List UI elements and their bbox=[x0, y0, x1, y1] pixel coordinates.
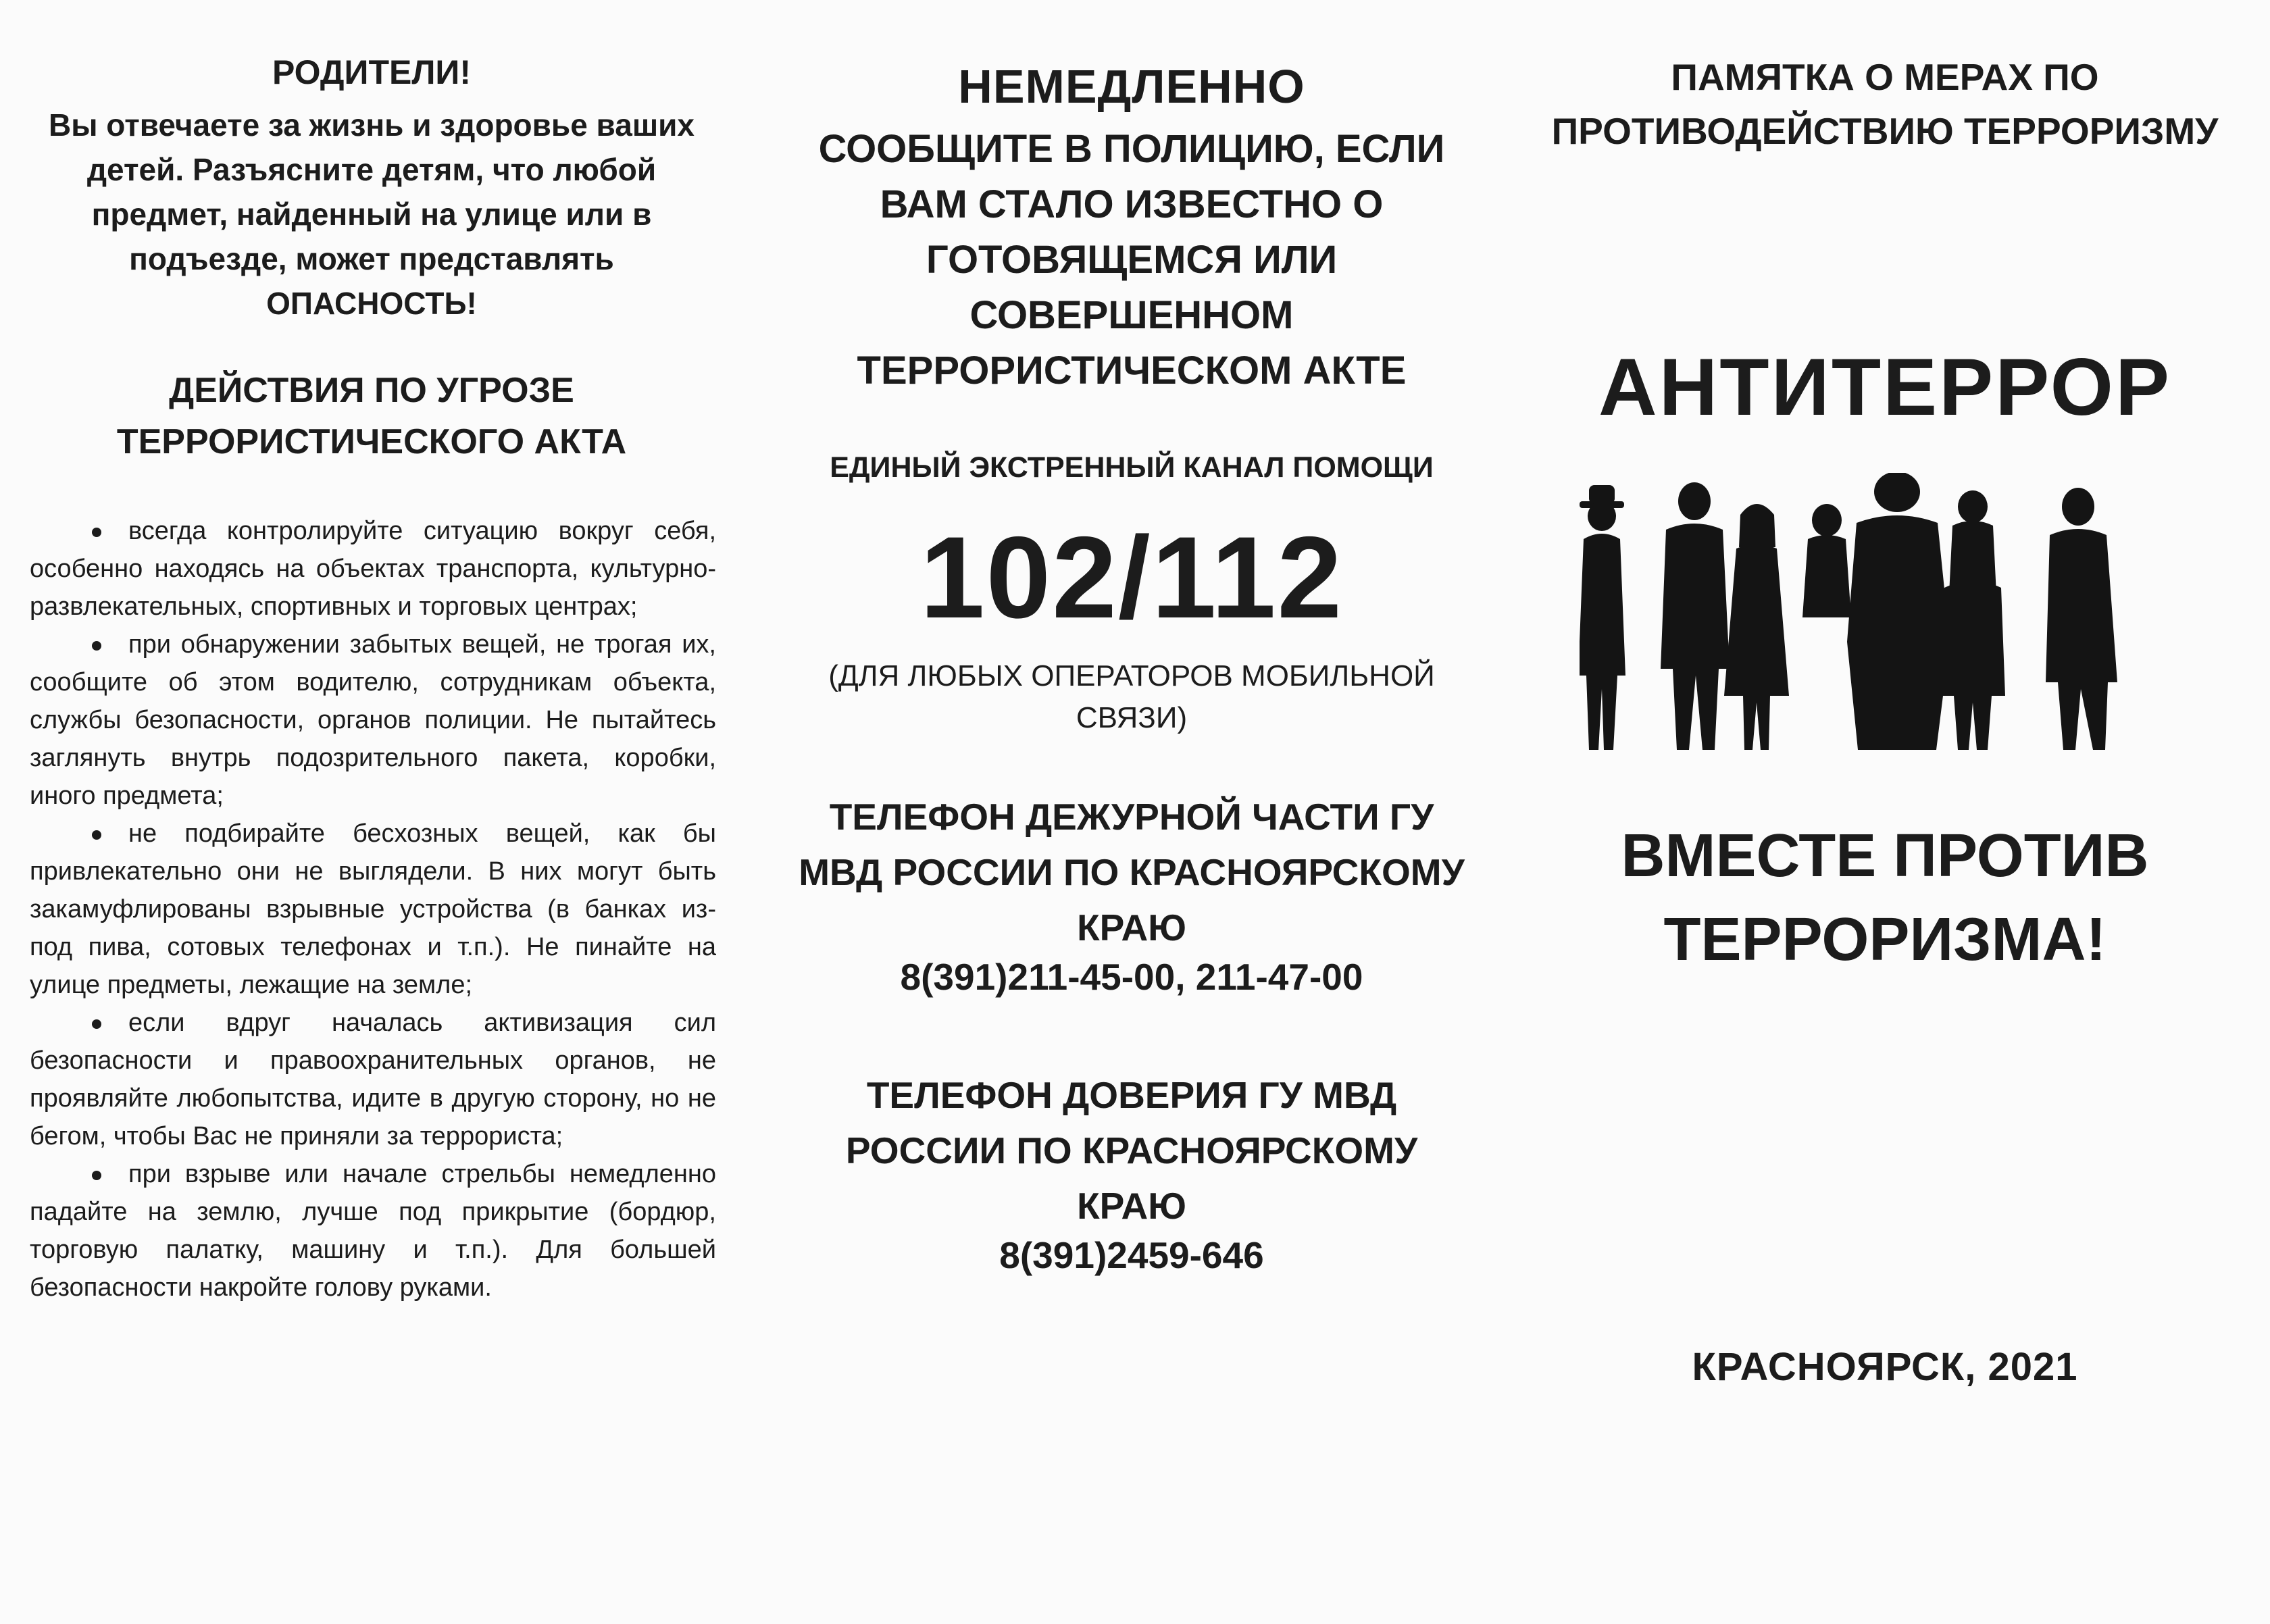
urgent-text: СООБЩИТЕ В ПОЛИЦИЮ, ЕСЛИ ВАМ СТАЛО ИЗВЕСТНО О ГОТОВЯЩЕМСЯ ИЛИ СОВЕРШЕННОМ ТЕРРОРИСТИЧЕСКОМ АКТЕ bbox=[818, 127, 1445, 392]
right-panel bbox=[1520, 0, 2250, 1624]
trust-phone-title: ТЕЛЕФОН ДОВЕРИЯ ГУ МВД РОССИИ ПО КРАСНОЯРСКОМУ КРАЮ bbox=[845, 1074, 1418, 1227]
hotline-label: ЕДИНЫЙ ЭКСТРЕННЫЙ КАНАЛ ПОМОЩИ bbox=[830, 451, 1434, 484]
people-silhouettes-icon bbox=[1580, 473, 2161, 750]
hotline-note: (ДЛЯ ЛЮБЫХ ОПЕРАТОРОВ МОБИЛЬНОЙ СВЯЗИ) bbox=[828, 659, 1435, 734]
list-item bbox=[30, 1004, 716, 1155]
duty-phone-number: 8(391)211-45-00, 211-47-00 bbox=[900, 956, 1363, 998]
list-item bbox=[30, 815, 716, 1004]
list-item bbox=[30, 626, 716, 815]
silhouette-man-right-icon bbox=[2046, 488, 2117, 750]
parents-warning-text: Вы отвечаете за жизнь и здоровье ваших детей. Разъясните детям, что любой предмет, найденный на улице или в подъезде, может представлять ОПАСНОСТЬ! bbox=[48, 107, 695, 321]
actions-list bbox=[30, 512, 716, 1306]
duty-phone-title: ТЕЛЕФОН ДЕЖУРНОЙ ЧАСТИ ГУ МВД РОССИИ ПО КРАСНОЯРСКОМУ КРАЮ bbox=[799, 796, 1465, 948]
list-item-text: при обнаружении забытых вещей, не трогая их, сообщите об этом водителю, сотрудникам объекта, службы безопасности, органов полиции. Не пытайтесь заглянуть внутрь подозрительного пакета, коробки, иного предмета; bbox=[30, 630, 716, 810]
middle-panel bbox=[784, 0, 1480, 1624]
bullet-icon bbox=[92, 1019, 101, 1029]
list-item-text: не подбирайте бесхозных вещей, как бы привлекательно они не выглядели. В них могут быть закамуфлированы взрывные устройства (в банках из-под пива, сотовых телефонах и т.п.). Не пинайте на улице предметы, лежащие на земле; bbox=[30, 819, 716, 999]
parents-heading: РОДИТЕЛИ! bbox=[272, 53, 472, 91]
bullet-icon bbox=[92, 641, 101, 651]
actions-heading: ДЕЙСТВИЯ ПО УГРОЗЕ ТЕРРОРИСТИЧЕСКОГО АКТА bbox=[116, 371, 627, 461]
hotline-number: 102/112 bbox=[919, 513, 1344, 642]
silhouette-person-child-icon bbox=[1940, 490, 2005, 750]
list-item-text: при взрыве или начале стрельбы немедленно падайте на землю, лучше под прикрытие (бордюр, торговую палатку, машину и т.п.). Для большей безопасности накройте голову руками. bbox=[30, 1160, 716, 1302]
trust-phone-number: 8(391)2459-646 bbox=[999, 1234, 1264, 1276]
memo-title: ПАМЯТКА О МЕРАХ ПО ПРОТИВОДЕЙСТВИЮ ТЕРРОРИЗМУ bbox=[1551, 56, 2219, 152]
urgent-title: НЕМЕДЛЕННО bbox=[958, 60, 1305, 113]
silhouette-woman-icon bbox=[1724, 504, 1789, 750]
brand-title: АНТИТЕРРОР bbox=[1598, 342, 2172, 432]
list-item-text: всегда контролируйте ситуацию вокруг себя, особенно находясь на объектах транспорта, культурно-развлекательных, спортивных и торговых центрах; bbox=[30, 517, 716, 621]
silhouette-man-icon bbox=[1661, 482, 1730, 750]
list-item bbox=[30, 1155, 716, 1306]
silhouette-man-hat-icon bbox=[1580, 485, 1625, 750]
slogan: ВМЕСТЕ ПРОТИВ ТЕРРОРИЗМА! bbox=[1621, 822, 2149, 973]
list-item bbox=[30, 512, 716, 626]
bullet-icon bbox=[92, 1171, 101, 1180]
bullet-icon bbox=[92, 830, 101, 840]
list-item-text: если вдруг началась активизация сил безопасности и правоохранительных органов, не проявляйте любопытства, идите в другую сторону, но не бегом, чтобы Вас не приняли за террориста; bbox=[30, 1009, 716, 1150]
bullet-icon bbox=[92, 528, 101, 537]
left-panel bbox=[27, 0, 716, 1624]
silhouette-parent-child-icon bbox=[1802, 473, 1950, 750]
city-year: КРАСНОЯРСК, 2021 bbox=[1692, 1345, 2078, 1389]
